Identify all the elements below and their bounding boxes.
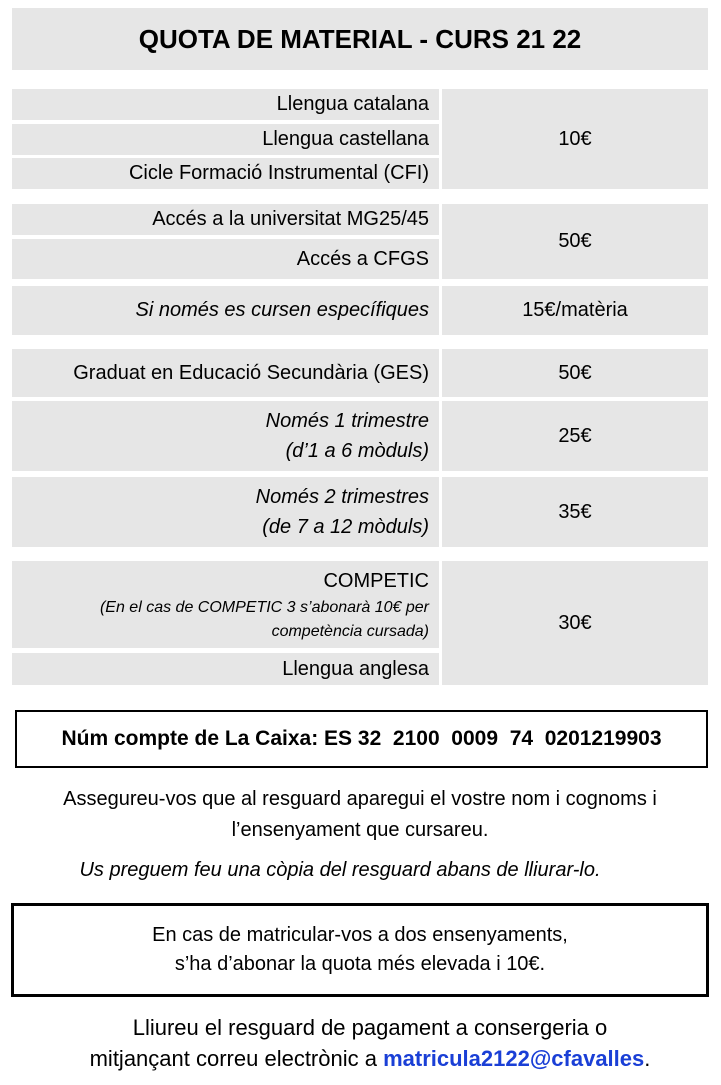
page-title: QUOTA DE MATERIAL - CURS 21 22 [12,8,708,70]
email-link[interactable]: matricula2122@cfavalles [383,1046,645,1071]
price-group-5: 30€ [442,561,708,685]
price-ges: 50€ [442,349,708,397]
note-resguard-line2: l’ensenyament que cursareu. [231,819,489,841]
price-2-trimestres: 35€ [442,477,708,547]
item-acces-universitat: Accés a la universitat MG25/45 [12,204,439,235]
item-acces-cfgs: Accés a CFGS [12,239,439,279]
item-competic-note-line2: competència cursada) [271,622,429,640]
notice-dos-ensenyaments [11,903,709,997]
note-resguard [12,784,708,846]
price-group-1: 10€ [442,89,708,189]
footer-instructions [40,1012,700,1074]
item-cfi: Cicle Formació Instrumental (CFI) [12,158,439,189]
item-llengua-anglesa: Llengua anglesa [12,653,439,685]
item-llengua-castellana: Llengua castellana [12,124,439,155]
item-competic-note-line1: (En el cas de COMPETIC 3 s’abonarà 10€ per [99,598,429,616]
item-2-trimestres-line2: (de 7 a 12 mòduls) [262,516,429,538]
price-especifiques: 15€/matèria [442,286,708,335]
item-1-trimestre [12,401,439,471]
item-1-trimestre-line2: (d’1 a 6 mòduls) [285,440,429,462]
item-especifiques: Si només es cursen específiques [12,286,439,335]
footer-line1: Lliureu el resguard de pagament a consergeria o [132,1015,608,1040]
item-competic [12,561,439,648]
item-2-trimestres [12,477,439,547]
footer-line2 [40,1043,700,1074]
note-resguard-line1: Assegureu-vos que al resguard aparegui el vostre nom i cognoms i [63,788,657,810]
item-ges: Graduat en Educació Secundària (GES) [12,349,439,397]
item-2-trimestres-line1: Només 2 trimestres [255,486,429,508]
item-llengua-catalana: Llengua catalana [12,89,439,120]
item-competic-label: COMPETIC [323,569,429,592]
item-1-trimestre-line1: Només 1 trimestre [265,410,429,432]
price-1-trimestre: 25€ [442,401,708,471]
notice-line2: s’ha d’abonar la quota més elevada i 10€. [174,953,546,975]
note-copia: Us preguem feu una còpia del resguard abans de lliurar-lo. [79,859,601,881]
price-group-2: 50€ [442,204,708,279]
bank-account: Núm compte de La Caixa: ES 32 2100 0009 74 0201219903 [15,710,708,768]
footer-line2-suffix: . [644,1046,651,1071]
notice-line1: En cas de matricular-vos a dos ensenyaments, [152,924,568,946]
footer-line2-prefix: mitjançant correu electrònic a [89,1046,384,1071]
